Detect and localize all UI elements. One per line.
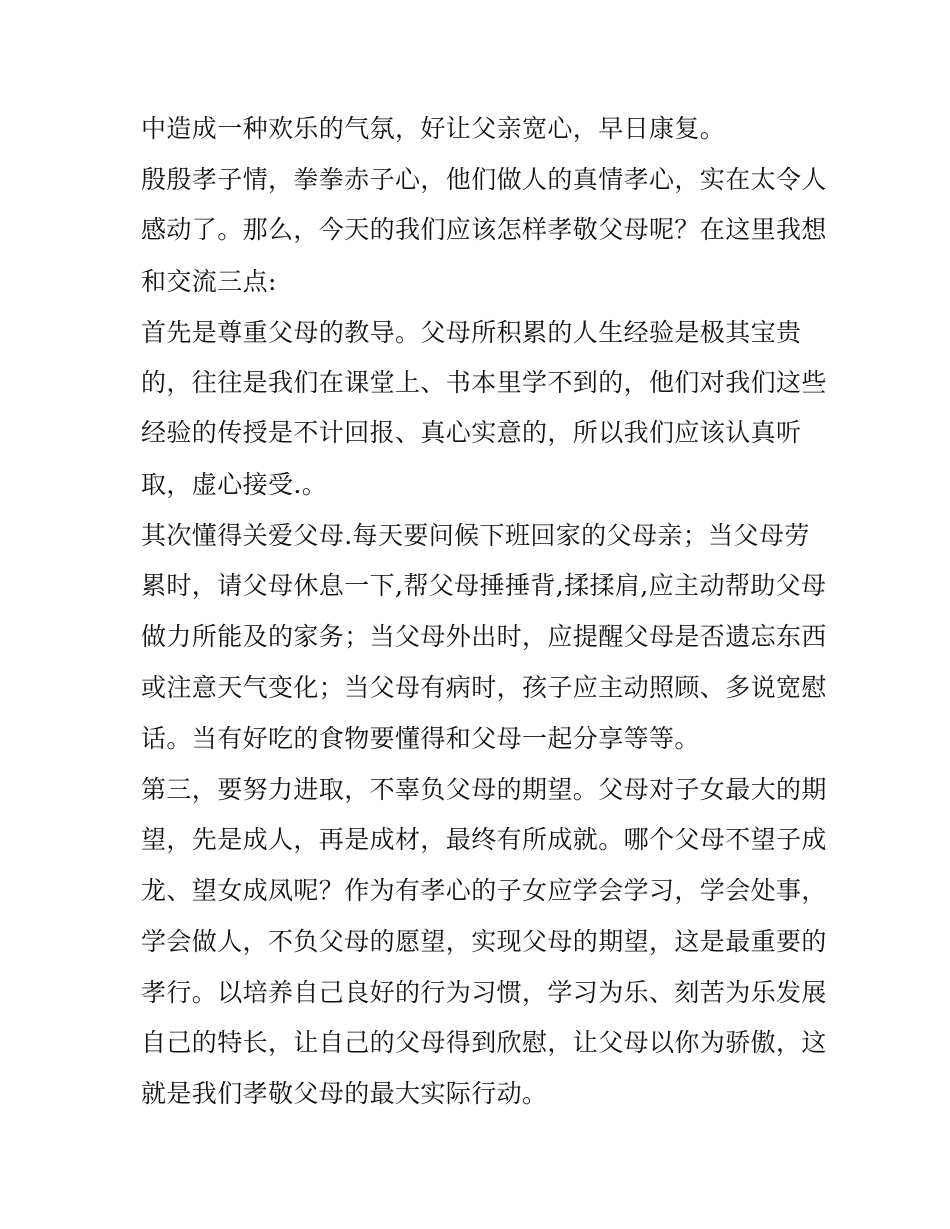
- text-line: 或注意天气变化；当父母有病时，孩子应主动照顾、多说宽慰: [141, 673, 827, 702]
- text-line: 和交流三点:: [141, 267, 277, 296]
- text-line: 累时，请父母休息一下,帮父母捶捶背,揉揉肩,应主动帮助父母: [141, 571, 827, 600]
- text-line: 首先是尊重父母的教导。父母所积累的人生经验是极其宝贵: [141, 318, 802, 347]
- text-line: 龙、望女成凤呢？作为有孝心的子女应学会学习，学会处事，: [141, 876, 827, 905]
- text-line: 感动了。那么，今天的我们应该怎样孝敬父母呢？在这里我想: [141, 215, 827, 244]
- text-line: 孝行。以培养自己良好的行为习惯，学习为乐、刻苦为乐发展: [141, 978, 827, 1007]
- text-line: 话。当有好吃的食物要懂得和父母一起分享等等。: [141, 724, 700, 753]
- text-line: 自己的特长，让自己的父母得到欣慰，让父母以你为骄傲，这: [141, 1028, 827, 1057]
- text-line: 的，往往是我们在课堂上、书本里学不到的，他们对我们这些: [141, 368, 827, 397]
- text-line: 第三，要努力进取，不辜负父母的期望。父母对子女最大的期: [141, 775, 827, 804]
- text-line: 中造成一种欢乐的气氛，好让父亲宽心，早日康复。: [141, 114, 726, 143]
- text-line: 取，虚心接受.。: [141, 470, 328, 499]
- text-line: 望，先是成人，再是成材，最终有所成就。哪个父母不望子成: [141, 825, 827, 854]
- text-line: 其次懂得关爱父母.每天要问候下班回家的父母亲；当父母劳: [141, 521, 810, 550]
- text-line: 做力所能及的家务；当父母外出时，应提醒父母是否遗忘东西: [141, 622, 827, 651]
- text-line: 经验的传授是不计回报、真心实意的，所以我们应该认真听: [141, 418, 802, 447]
- text-line: 殷殷孝子情，拳拳赤子心，他们做人的真情孝心，实在太令人: [141, 165, 827, 194]
- text-line: 学会做人，不负父母的愿望，实现父母的期望，这是最重要的: [141, 927, 827, 956]
- text-line: 就是我们孝敬父母的最大实际行动。: [141, 1079, 548, 1108]
